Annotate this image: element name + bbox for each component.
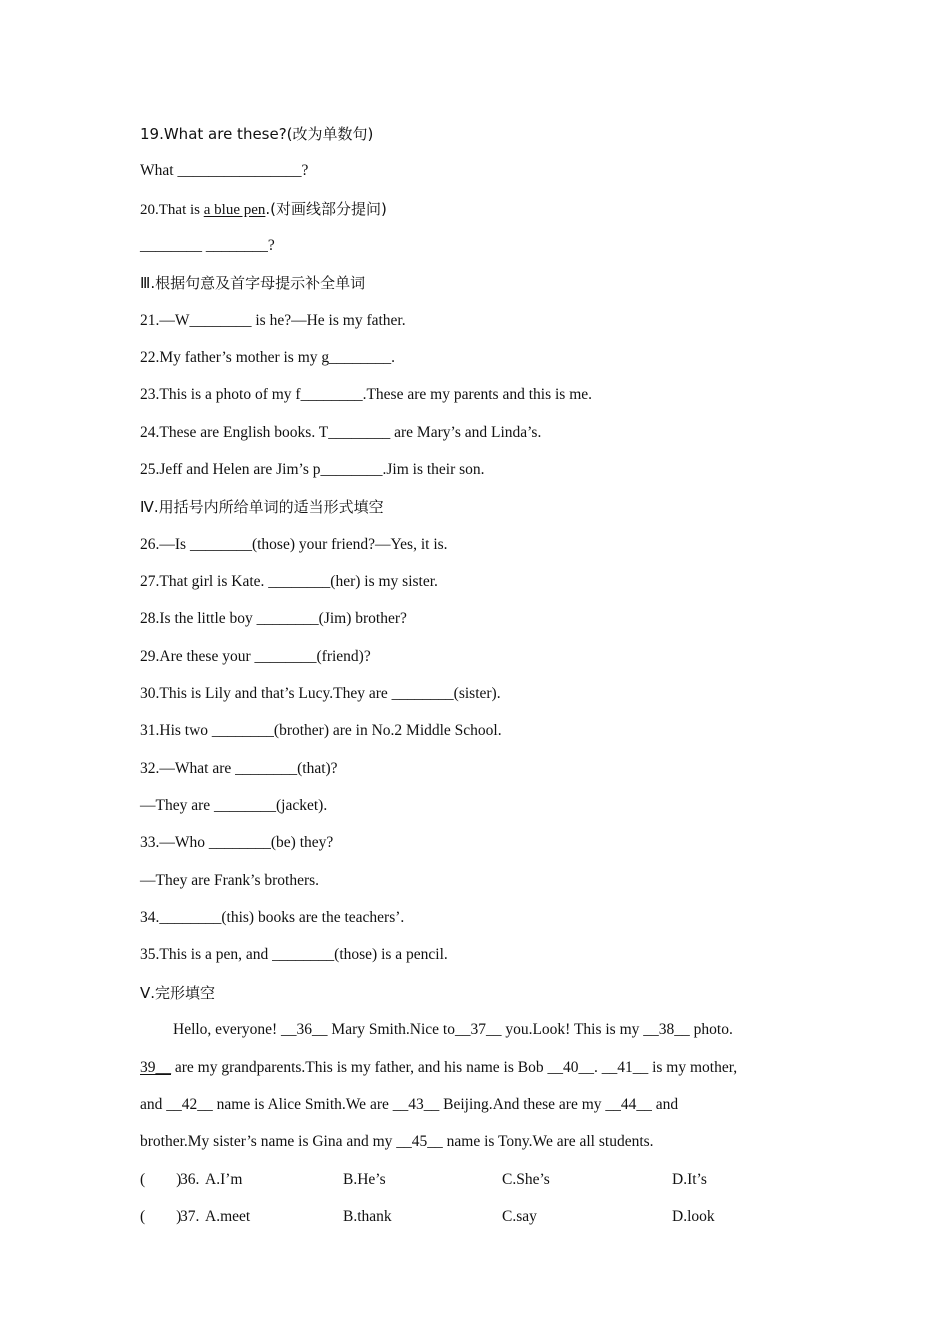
passage-text: you.Look! This is my [501, 1021, 644, 1038]
passage-text: is my mother, [648, 1059, 738, 1076]
option-d: D.look [672, 1208, 715, 1225]
q19-answer-line: What ________________? [140, 162, 309, 179]
blank-38: __38__ [643, 1021, 690, 1038]
passage-line-4 [140, 1132, 654, 1152]
question-23: 23.This is a photo of my f________.These are my parents and this is me. [140, 386, 593, 403]
blank-40: __40__ [547, 1059, 594, 1076]
passage-text: Hello, everyone! [173, 1021, 282, 1038]
question-21: 21.—W________ is he?—He is my father. [140, 312, 406, 329]
question-number: 36. [180, 1171, 200, 1188]
question-28: 28.Is the little boy ________(Jim) brother? [140, 610, 407, 627]
passage-text: Mary Smith.Nice to [327, 1021, 455, 1038]
q20-line1 [140, 199, 387, 220]
blank-36: __36__ [281, 1021, 328, 1038]
question-33-reply: —They are Frank’s brothers. [140, 872, 320, 889]
blank-42: __42__ [166, 1096, 213, 1113]
passage-text: photo. [689, 1021, 733, 1038]
question-24: 24.These are English books. T________ are Mary’s and Linda’s. [140, 424, 542, 441]
passage-text: name is Tony.We are all students. [442, 1133, 654, 1150]
passage-text: brother.My sister’s name is Gina and my [140, 1133, 397, 1150]
passage-text: and [140, 1096, 167, 1113]
option-a: A.meet [205, 1208, 251, 1225]
question-35: 35.This is a pen, and ________(those) is a pencil. [140, 946, 448, 963]
blank-43: __43__ [392, 1096, 440, 1113]
q20-underlined-phrase: a blue pen [203, 202, 266, 218]
question-26: 26.—Is ________(those) your friend?—Yes, it is. [140, 536, 448, 553]
passage-text: and [651, 1096, 679, 1113]
question-27: 27.That girl is Kate. ________(her) is my sister. [140, 573, 438, 590]
question-25: 25.Jeff and Helen are Jim’s p________.Jim is their son. [140, 461, 485, 478]
passage-text: name is Alice Smith.We are [212, 1096, 393, 1113]
section4-title: Ⅳ.用括号内所给单词的适当形式填空 [140, 498, 384, 516]
option-a: A.I’m [205, 1171, 243, 1188]
question-30: 30.This is Lily and that’s Lucy.They are ________(sister). [140, 685, 501, 702]
passage-line-1 [173, 1020, 733, 1040]
answer-paren: ( ) [140, 1171, 182, 1188]
section5-title: Ⅴ.完形填空 [140, 984, 216, 1002]
option-d: D.It’s [672, 1171, 707, 1188]
q20-answer-line: ________ ________? [140, 237, 275, 254]
blank-44: __44__ [605, 1096, 652, 1113]
blank-45: __45__ [396, 1133, 443, 1150]
passage-text: are my grandparents.This is my father, and his name is Bob [171, 1059, 548, 1076]
q20-instruction: .(对画线部分提问) [265, 200, 387, 218]
blank-41: __41__ [601, 1059, 649, 1076]
option-c: C.say [502, 1208, 537, 1225]
passage-text: Beijing.And these are my [439, 1096, 606, 1113]
option-c: C.She’s [502, 1171, 550, 1188]
answer-paren: ( ) [140, 1208, 182, 1225]
option-b: B.thank [343, 1208, 392, 1225]
question-number: 37. [180, 1208, 200, 1225]
blank-37: __37__ [454, 1021, 502, 1038]
section3-title: Ⅲ.根据句意及首字母提示补全单词 [140, 274, 366, 292]
q19-line1: 19.What are these?(改为单数句) [140, 125, 374, 143]
q20-prefix: 20.That is [140, 202, 204, 218]
question-29: 29.Are these your ________(friend)? [140, 648, 371, 665]
question-32-reply: —They are ________(jacket). [140, 797, 328, 814]
passage-line-2 [140, 1058, 737, 1078]
passage-text: . [593, 1059, 602, 1076]
question-32: 32.—What are ________(that)? [140, 760, 338, 777]
question-22: 22.My father’s mother is my g________. [140, 349, 396, 366]
blank-39: 39__ [140, 1059, 171, 1076]
question-34: 34.________(this) books are the teachers’. [140, 909, 405, 926]
passage-line-3 [140, 1095, 678, 1115]
question-31: 31.His two ________(brother) are in No.2 Middle School. [140, 722, 502, 739]
question-33: 33.—Who ________(be) they? [140, 834, 334, 851]
option-b: B.He’s [343, 1171, 386, 1188]
